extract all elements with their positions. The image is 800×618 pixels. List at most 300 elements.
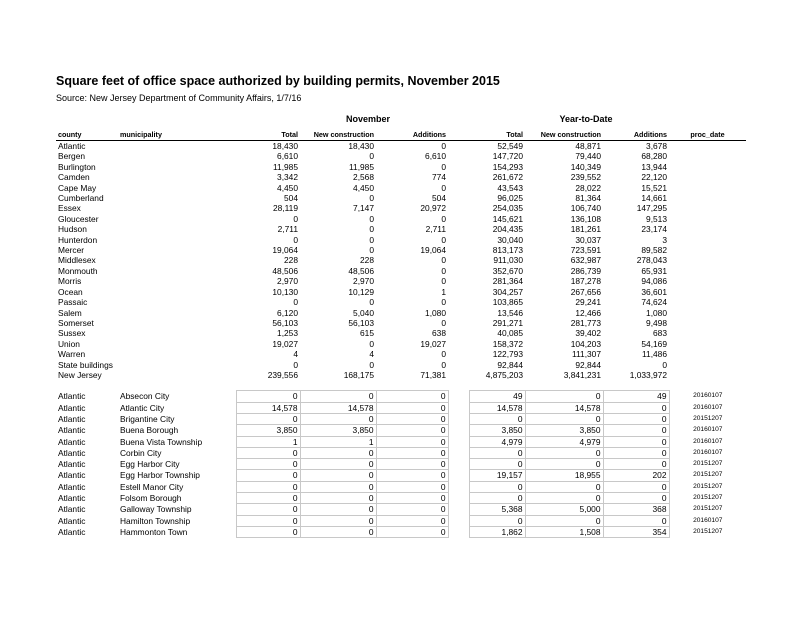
table-row xyxy=(56,349,746,359)
new-construction-cell: 2,568 xyxy=(353,172,374,183)
ytd-additions-cell: 202 xyxy=(603,470,669,481)
municipality-cell: Egg Harbor City xyxy=(120,459,180,470)
table-row xyxy=(56,255,746,265)
municipality-cell: Brigantine City xyxy=(120,413,175,424)
ytd-total-cell: 40,085 xyxy=(497,328,523,339)
ytd-new-construction-cell: 136,108 xyxy=(570,213,601,224)
report-page xyxy=(56,74,746,538)
municipality-cell: Buena Vista Township xyxy=(120,436,203,447)
additions-cell: 0 xyxy=(441,234,446,245)
additions-cell: 0 xyxy=(376,436,448,447)
table-row xyxy=(56,162,746,172)
table-row xyxy=(56,515,746,526)
ytd-new-construction-cell: 723,591 xyxy=(570,245,601,256)
municipality-table xyxy=(56,390,746,538)
ytd-new-construction-cell: 18,955 xyxy=(525,470,603,481)
ytd-additions-cell: 9,498 xyxy=(646,317,667,328)
ytd-additions-cell: 49 xyxy=(603,391,669,402)
ytd-additions-cell: 74,624 xyxy=(641,297,667,308)
county-table-header xyxy=(56,128,746,141)
table-row xyxy=(56,224,746,234)
county-cell: Atlantic xyxy=(58,515,86,526)
total-cell: 0 xyxy=(236,526,300,537)
table-row xyxy=(56,214,746,224)
ytd-total-cell: 103,865 xyxy=(492,297,523,308)
ytd-total-cell: 911,030 xyxy=(493,255,523,266)
total-cell: 0 xyxy=(236,413,300,424)
additions-cell: 0 xyxy=(376,459,448,470)
total-cell: 239,556 xyxy=(267,369,298,380)
ytd-total-cell: 0 xyxy=(469,493,525,504)
county-cell: Atlantic xyxy=(58,470,86,481)
table-row xyxy=(56,183,746,193)
county-cell: Atlantic xyxy=(58,447,86,458)
new-construction-cell: 14,578 xyxy=(300,402,376,413)
new-construction-cell: 0 xyxy=(300,515,376,526)
ytd-additions-cell: 0 xyxy=(603,493,669,504)
ytd-new-construction-cell: 39,402 xyxy=(575,328,601,339)
ytd-additions-cell: 13,944 xyxy=(641,161,667,172)
ytd-total-cell: 145,621 xyxy=(492,213,523,224)
table-row xyxy=(56,425,746,436)
ytd-new-construction-cell: 0 xyxy=(525,413,603,424)
new-construction-cell: 1 xyxy=(300,436,376,447)
new-construction-cell: 0 xyxy=(369,234,374,245)
total-cell: 0 xyxy=(293,297,298,308)
ytd-total-cell: 4,979 xyxy=(469,436,525,447)
additions-cell: 0 xyxy=(441,161,446,172)
ytd-additions-cell: 0 xyxy=(603,459,669,470)
ytd-total-cell: 49 xyxy=(469,391,525,402)
ytd-additions-cell: 147,295 xyxy=(636,203,667,214)
additions-cell: 1,080 xyxy=(425,307,446,318)
ytd-additions-cell: 65,931 xyxy=(641,265,667,276)
additions-cell: 1 xyxy=(441,286,446,297)
total-cell: 0 xyxy=(236,470,300,481)
county-cell: Middlesex xyxy=(58,255,96,266)
additions-cell: 0 xyxy=(376,504,448,515)
additions-cell: 0 xyxy=(376,515,448,526)
table-row xyxy=(56,481,746,492)
table-row xyxy=(56,526,746,537)
table-row xyxy=(56,436,746,447)
ytd-additions-cell: 15,521 xyxy=(641,182,667,193)
municipality-cell: Atlantic City xyxy=(120,402,165,413)
total-cell: 0 xyxy=(236,447,300,458)
county-cell: Union xyxy=(58,338,80,349)
ytd-total-cell: 13,546 xyxy=(497,307,523,318)
col-total: Total xyxy=(236,128,300,141)
additions-cell: 0 xyxy=(376,425,448,436)
ytd-additions-cell: 278,043 xyxy=(636,255,667,266)
table-row xyxy=(56,459,746,470)
total-cell: 0 xyxy=(293,234,298,245)
additions-cell: 6,610 xyxy=(425,151,446,162)
new-construction-cell: 0 xyxy=(300,493,376,504)
ytd-new-construction-cell: 104,203 xyxy=(570,338,601,349)
new-construction-cell: 0 xyxy=(300,413,376,424)
total-cell: 19,064 xyxy=(272,245,298,256)
new-construction-cell: 0 xyxy=(369,359,374,370)
ytd-new-construction-cell: 79,440 xyxy=(575,151,601,162)
ytd-total-cell: 0 xyxy=(469,447,525,458)
county-cell: Hunterdon xyxy=(58,234,98,245)
ytd-total-cell: 304,257 xyxy=(492,286,523,297)
col-municipality: municipality xyxy=(118,128,236,141)
county-cell: Warren xyxy=(58,349,86,360)
proc-date-cell: 20151207 xyxy=(693,505,723,513)
additions-cell: 19,064 xyxy=(420,245,446,256)
new-construction-cell: 0 xyxy=(369,193,374,204)
ytd-additions-cell: 3,678 xyxy=(646,141,667,151)
new-construction-cell: 0 xyxy=(369,297,374,308)
new-construction-cell: 0 xyxy=(300,470,376,481)
additions-cell: 638 xyxy=(432,328,446,339)
new-construction-cell: 615 xyxy=(360,328,374,339)
additions-cell: 0 xyxy=(376,413,448,424)
municipality-cell: Hammonton Town xyxy=(120,526,188,537)
additions-cell: 0 xyxy=(441,276,446,287)
total-cell: 1 xyxy=(236,436,300,447)
ytd-new-construction-cell: 0 xyxy=(525,447,603,458)
proc-date-cell: 20160107 xyxy=(693,403,723,411)
total-cell: 3,850 xyxy=(236,425,300,436)
additions-cell: 19,027 xyxy=(420,338,446,349)
table-row xyxy=(56,308,746,318)
proc-date-cell: 20151207 xyxy=(693,527,723,535)
ytd-additions-cell: 68,280 xyxy=(641,151,667,162)
ytd-additions-cell: 1,080 xyxy=(646,307,667,318)
county-cell: Atlantic xyxy=(58,459,86,470)
total-cell: 0 xyxy=(236,504,300,515)
ytd-new-construction-cell: 4,979 xyxy=(525,436,603,447)
column-groups xyxy=(56,114,746,128)
proc-date-cell: 20151207 xyxy=(693,414,723,422)
ytd-total-cell: 92,844 xyxy=(497,359,523,370)
ytd-total-cell: 0 xyxy=(469,413,525,424)
municipality-cell: Estell Manor City xyxy=(120,481,184,492)
new-construction-cell: 56,103 xyxy=(348,317,374,328)
new-construction-cell: 0 xyxy=(300,526,376,537)
ytd-new-construction-cell: 0 xyxy=(525,481,603,492)
ytd-new-construction-cell: 30,037 xyxy=(575,234,601,245)
municipality-cell: Egg Harbor Township xyxy=(120,470,200,481)
ytd-total-cell: 158,372 xyxy=(492,338,523,349)
county-cell: Salem xyxy=(58,307,82,318)
proc-date-cell: 20151207 xyxy=(693,460,723,468)
ytd-additions-cell: 23,174 xyxy=(641,224,667,235)
table-row xyxy=(56,360,746,370)
ytd-additions-cell: 1,033,972 xyxy=(629,369,667,380)
ytd-total-cell: 147,720 xyxy=(492,151,523,162)
county-cell: Essex xyxy=(58,203,81,214)
municipality-cell: Galloway Township xyxy=(120,504,192,515)
table-row xyxy=(56,470,746,481)
table-row xyxy=(56,391,746,402)
col-new-construction: New construction xyxy=(300,128,376,141)
ytd-new-construction-cell: 140,349 xyxy=(570,161,601,172)
table-row xyxy=(56,172,746,182)
additions-cell: 71,381 xyxy=(420,369,446,380)
total-cell: 0 xyxy=(236,515,300,526)
new-construction-cell: 4 xyxy=(369,349,374,360)
additions-cell: 20,972 xyxy=(420,203,446,214)
additions-cell: 0 xyxy=(441,182,446,193)
new-construction-cell: 0 xyxy=(300,447,376,458)
new-construction-cell: 0 xyxy=(369,151,374,162)
county-cell: Gloucester xyxy=(58,213,99,224)
ytd-new-construction-cell: 28,022 xyxy=(575,182,601,193)
county-cell: Atlantic xyxy=(58,391,86,402)
ytd-new-construction-cell: 0 xyxy=(525,493,603,504)
additions-cell: 0 xyxy=(376,526,448,537)
total-cell: 10,130 xyxy=(272,286,298,297)
additions-cell: 0 xyxy=(441,141,446,151)
ytd-additions-cell: 9,513 xyxy=(646,213,667,224)
col-proc-date: proc_date xyxy=(669,128,746,141)
additions-cell: 0 xyxy=(376,481,448,492)
additions-cell: 0 xyxy=(376,391,448,402)
report-source: Source: New Jersey Department of Community Affairs, 1/7/16 xyxy=(56,93,302,103)
ytd-new-construction-cell: 3,850 xyxy=(525,425,603,436)
county-cell: Atlantic xyxy=(58,481,86,492)
total-cell: 1,253 xyxy=(277,328,298,339)
proc-date-cell: 20151207 xyxy=(693,471,723,479)
total-cell: 2,970 xyxy=(277,276,298,287)
new-construction-cell: 0 xyxy=(300,504,376,515)
ytd-additions-cell: 354 xyxy=(603,526,669,537)
county-cell: Camden xyxy=(58,172,90,183)
ytd-new-construction-cell: 1,508 xyxy=(525,526,603,537)
county-cell: Ocean xyxy=(58,286,83,297)
total-cell: 56,103 xyxy=(272,317,298,328)
ytd-additions-cell: 0 xyxy=(603,436,669,447)
table-row xyxy=(56,447,746,458)
table-row xyxy=(56,276,746,286)
table-row xyxy=(56,370,746,380)
ytd-total-cell: 154,293 xyxy=(492,161,523,172)
ytd-additions-cell: 0 xyxy=(603,515,669,526)
ytd-new-construction-cell: 111,307 xyxy=(571,349,601,360)
table-row xyxy=(56,328,746,338)
county-cell: Atlantic xyxy=(58,526,86,537)
table-row xyxy=(56,141,746,152)
total-cell: 4 xyxy=(293,349,298,360)
total-cell: 18,430 xyxy=(272,141,298,151)
table-row xyxy=(56,193,746,203)
table-row xyxy=(56,297,746,307)
additions-cell: 0 xyxy=(441,213,446,224)
county-cell: Hudson xyxy=(58,224,87,235)
ytd-additions-cell: 0 xyxy=(603,413,669,424)
table-row xyxy=(56,287,746,297)
total-cell: 3,342 xyxy=(277,172,298,183)
county-cell: Atlantic xyxy=(58,402,86,413)
total-cell: 48,506 xyxy=(272,265,298,276)
additions-cell: 0 xyxy=(376,447,448,458)
ytd-total-cell: 43,543 xyxy=(497,182,523,193)
county-cell: Monmouth xyxy=(58,265,98,276)
new-construction-cell: 0 xyxy=(300,391,376,402)
ytd-total-cell: 52,549 xyxy=(497,141,523,151)
total-cell: 0 xyxy=(236,493,300,504)
ytd-total-cell: 281,364 xyxy=(492,276,523,287)
ytd-additions-cell: 89,582 xyxy=(641,245,667,256)
county-cell: Somerset xyxy=(58,317,94,328)
additions-cell: 0 xyxy=(441,317,446,328)
table-row xyxy=(56,493,746,504)
ytd-new-construction-cell: 0 xyxy=(525,459,603,470)
ytd-total-cell: 352,670 xyxy=(492,265,523,276)
total-cell: 19,027 xyxy=(272,338,298,349)
ytd-total-cell: 19,157 xyxy=(469,470,525,481)
ytd-additions-cell: 54,169 xyxy=(641,338,667,349)
table-row xyxy=(56,151,746,161)
col-ytd-additions: Additions xyxy=(603,128,669,141)
ytd-total-cell: 1,862 xyxy=(469,526,525,537)
county-cell: New Jersey xyxy=(58,369,102,380)
proc-date-cell: 20160107 xyxy=(693,448,723,456)
county-cell: Atlantic xyxy=(58,413,86,424)
ytd-additions-cell: 368 xyxy=(603,504,669,515)
new-construction-cell: 10,129 xyxy=(348,286,374,297)
ytd-total-cell: 291,271 xyxy=(492,317,523,328)
ytd-new-construction-cell: 12,466 xyxy=(575,307,601,318)
county-cell: Mercer xyxy=(58,245,85,256)
additions-cell: 0 xyxy=(441,349,446,360)
ytd-new-construction-cell: 267,656 xyxy=(570,286,601,297)
county-cell: Morris xyxy=(58,276,82,287)
ytd-additions-cell: 11,486 xyxy=(642,349,667,360)
ytd-total-cell: 261,672 xyxy=(492,172,523,183)
new-construction-cell: 0 xyxy=(369,245,374,256)
ytd-total-cell: 3,850 xyxy=(469,425,525,436)
ytd-new-construction-cell: 48,871 xyxy=(575,141,601,151)
report-title: Square feet of office space authorized by building permits, November 2015 xyxy=(56,74,500,88)
table-row xyxy=(56,339,746,349)
col-additions: Additions xyxy=(376,128,448,141)
total-cell: 6,610 xyxy=(277,151,298,162)
county-cell: Atlantic xyxy=(58,436,86,447)
total-cell: 504 xyxy=(284,193,298,204)
ytd-total-cell: 5,368 xyxy=(469,504,525,515)
ytd-total-cell: 813,173 xyxy=(492,245,523,256)
table-row xyxy=(56,245,746,255)
new-construction-cell: 0 xyxy=(369,224,374,235)
ytd-new-construction-cell: 0 xyxy=(525,515,603,526)
municipality-cell: Buena Borough xyxy=(120,425,179,436)
ytd-new-construction-cell: 29,241 xyxy=(575,297,601,308)
col-ytd-new-construction: New construction xyxy=(525,128,603,141)
ytd-additions-cell: 0 xyxy=(603,447,669,458)
new-construction-cell: 0 xyxy=(369,338,374,349)
new-construction-cell: 5,040 xyxy=(353,307,374,318)
proc-date-cell: 20160107 xyxy=(693,392,723,400)
additions-cell: 2,711 xyxy=(425,224,446,235)
county-cell: Atlantic xyxy=(58,493,86,504)
new-construction-cell: 3,850 xyxy=(300,425,376,436)
ytd-total-cell: 122,793 xyxy=(492,349,523,360)
total-cell: 28,119 xyxy=(273,203,298,214)
total-cell: 11,985 xyxy=(273,161,298,172)
ytd-total-cell: 30,040 xyxy=(497,234,523,245)
total-cell: 0 xyxy=(236,391,300,402)
municipality-cell: Folsom Borough xyxy=(120,493,182,504)
ytd-additions-cell: 94,086 xyxy=(641,276,667,287)
ytd-new-construction-cell: 181,261 xyxy=(570,224,601,235)
proc-date-cell: 20160107 xyxy=(693,516,723,524)
ytd-new-construction-cell: 286,739 xyxy=(570,265,601,276)
table-row xyxy=(56,402,746,413)
total-cell: 228 xyxy=(284,255,298,266)
new-construction-cell: 18,430 xyxy=(348,141,374,151)
new-construction-cell: 4,450 xyxy=(353,182,374,193)
proc-date-cell: 20160107 xyxy=(693,426,723,434)
total-cell: 0 xyxy=(293,213,298,224)
county-table xyxy=(56,128,746,380)
table-row xyxy=(56,235,746,245)
ytd-new-construction-cell: 14,578 xyxy=(525,402,603,413)
ytd-additions-cell: 0 xyxy=(603,402,669,413)
ytd-new-construction-cell: 0 xyxy=(525,391,603,402)
additions-cell: 0 xyxy=(441,297,446,308)
total-cell: 2,711 xyxy=(277,224,298,235)
total-cell: 0 xyxy=(236,481,300,492)
proc-date-cell: 20160107 xyxy=(693,437,723,445)
total-cell: 0 xyxy=(293,359,298,370)
proc-date-cell: 20151207 xyxy=(693,494,723,502)
county-cell: State buildings xyxy=(58,359,113,370)
ytd-additions-cell: 0 xyxy=(603,481,669,492)
group-ytd: Year-to-Date xyxy=(559,114,613,124)
total-cell: 4,450 xyxy=(277,182,298,193)
ytd-total-cell: 14,578 xyxy=(469,402,525,413)
county-cell: Atlantic xyxy=(58,504,86,515)
table-row xyxy=(56,318,746,328)
additions-cell: 774 xyxy=(432,172,446,183)
table-row xyxy=(56,266,746,276)
ytd-new-construction-cell: 281,773 xyxy=(570,317,601,328)
county-cell: Cumberland xyxy=(58,193,104,204)
county-cell: Passaic xyxy=(58,297,88,308)
additions-cell: 0 xyxy=(376,402,448,413)
ytd-total-cell: 0 xyxy=(469,515,525,526)
additions-cell: 504 xyxy=(432,193,446,204)
new-construction-cell: 0 xyxy=(369,213,374,224)
ytd-total-cell: 4,875,203 xyxy=(485,369,523,380)
table-row xyxy=(56,504,746,515)
ytd-additions-cell: 3 xyxy=(662,234,667,245)
col-county: county xyxy=(56,128,118,141)
new-construction-cell: 0 xyxy=(300,481,376,492)
ytd-total-cell: 0 xyxy=(469,481,525,492)
total-cell: 0 xyxy=(236,459,300,470)
new-construction-cell: 0 xyxy=(300,459,376,470)
county-cell: Bergen xyxy=(58,151,86,162)
county-cell: Burlington xyxy=(58,161,96,172)
table-row xyxy=(56,413,746,424)
additions-cell: 0 xyxy=(376,470,448,481)
table-row xyxy=(56,203,746,213)
ytd-additions-cell: 683 xyxy=(653,328,667,339)
new-construction-cell: 48,506 xyxy=(348,265,374,276)
ytd-new-construction-cell: 92,844 xyxy=(575,359,601,370)
ytd-additions-cell: 22,120 xyxy=(641,172,667,183)
ytd-new-construction-cell: 632,987 xyxy=(570,255,601,266)
ytd-total-cell: 0 xyxy=(469,459,525,470)
county-cell: Atlantic xyxy=(58,425,86,436)
ytd-new-construction-cell: 187,278 xyxy=(570,276,601,287)
